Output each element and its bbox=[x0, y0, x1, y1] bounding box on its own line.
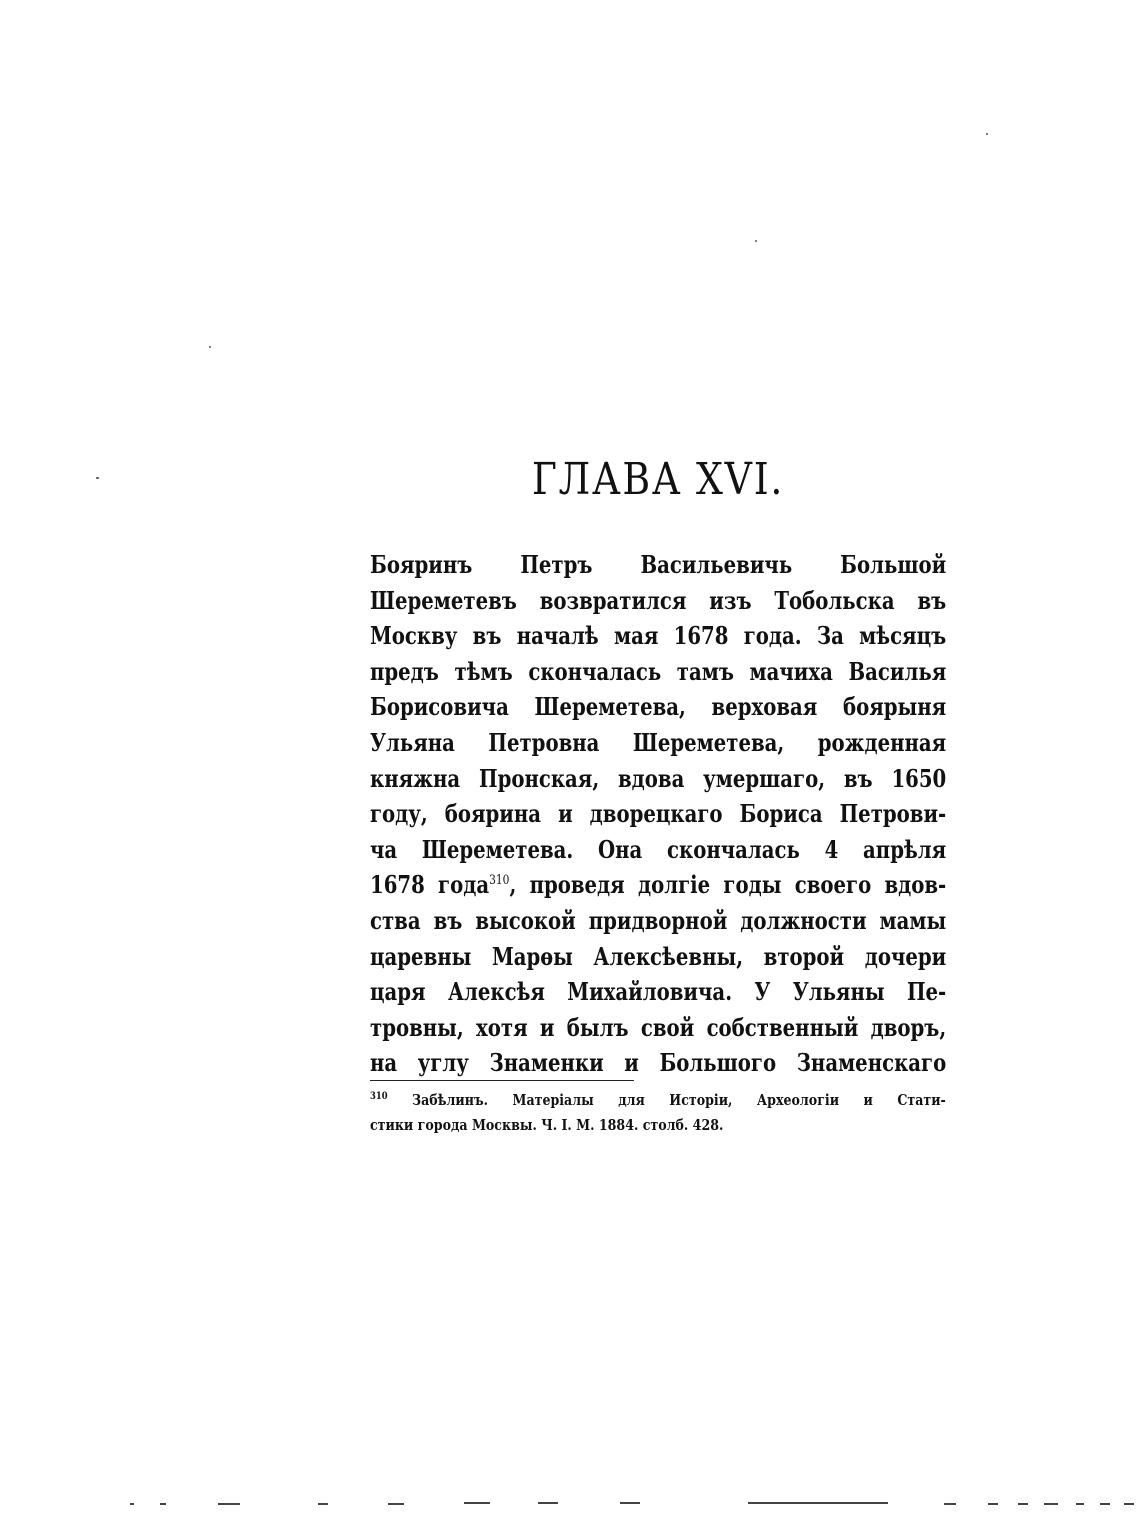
body-line bbox=[370, 974, 946, 1010]
scan-edge-mark bbox=[464, 1502, 490, 1504]
body-line bbox=[370, 725, 946, 761]
body-line-text: ча Шереметева. Она скончалась 4 апрѣля bbox=[370, 834, 947, 864]
scan-edge-mark bbox=[318, 1503, 328, 1505]
footnote-line-text: стики города Москвы. Ч. I. М. 1884. столб. 428. bbox=[370, 1116, 724, 1134]
scan-edge-mark bbox=[538, 1502, 558, 1504]
scan-speck bbox=[986, 133, 988, 135]
body-line bbox=[370, 1045, 946, 1081]
body-line bbox=[370, 689, 946, 725]
footnote-line bbox=[370, 1113, 946, 1138]
body-line-text: царевны Марѳы Алексѣевны, второй дочери bbox=[370, 941, 947, 971]
body-line bbox=[370, 654, 946, 690]
body-line-text: царя Алексѣя Михайловича. У Ульяны Пе- bbox=[370, 977, 947, 1007]
scan-edge-mark bbox=[160, 1503, 166, 1505]
body-line-text: Борисовича Шереметева, верховая боярыня bbox=[370, 692, 947, 722]
body-line-text bbox=[370, 867, 946, 903]
scan-speck bbox=[209, 346, 211, 348]
scan-edge-mark bbox=[620, 1502, 640, 1504]
scan-edge-mark bbox=[1076, 1503, 1084, 1505]
scan-edge-mark bbox=[1044, 1503, 1058, 1505]
footnote-line bbox=[370, 1088, 946, 1113]
scan-edge-mark bbox=[130, 1503, 134, 1505]
body-line bbox=[370, 547, 946, 583]
body-line-text: Москву въ началѣ мая 1678 года. За мѣсяцъ bbox=[370, 621, 947, 651]
footnote bbox=[370, 1088, 946, 1138]
scan-speck bbox=[755, 240, 757, 242]
scan-edge-mark bbox=[1124, 1503, 1134, 1505]
body-line-text: княжна Пронская, вдова умершаго, въ 1650 bbox=[370, 763, 947, 793]
footnote-number: 310 bbox=[370, 1091, 388, 1102]
body-line-text: ства въ высокой придворной должности мамы bbox=[370, 905, 947, 935]
body-line-text: предъ тѣмъ скончалась тамъ мачиха Василья bbox=[370, 656, 947, 686]
line-text-after-ref: , проведя долгіе годы своего вдов- bbox=[509, 870, 947, 900]
chapter-title: ГЛАВА XVI. bbox=[531, 454, 785, 505]
body-line bbox=[370, 832, 946, 868]
body-line-with-footnote-ref bbox=[370, 867, 946, 903]
body-line bbox=[370, 1010, 946, 1046]
body-line-text: году, боярина и дворецкаго Бориса Петрови- bbox=[370, 799, 947, 829]
scan-edge-mark bbox=[1018, 1503, 1028, 1505]
body-line bbox=[370, 903, 946, 939]
body-line bbox=[370, 939, 946, 975]
scan-speck bbox=[96, 477, 99, 479]
body-line-text: Шереметевъ возвратился изъ Тобольска въ bbox=[370, 585, 947, 615]
footnote-text-1: Забѣлинъ. Матеріалы для Исторіи, Археологіи и Стати- bbox=[387, 1091, 946, 1109]
footnote-line-text bbox=[370, 1088, 946, 1113]
body-line-text: Бояринъ Петръ Васильевичь Большой bbox=[370, 550, 947, 579]
body-line bbox=[370, 583, 946, 619]
scan-edge-mark bbox=[944, 1503, 956, 1505]
footnote-divider bbox=[370, 1080, 634, 1081]
scan-edge-mark bbox=[1100, 1503, 1110, 1505]
scan-edge-mark bbox=[748, 1502, 888, 1504]
scan-edge-mark bbox=[388, 1503, 404, 1505]
body-line-text: тровны, хотя и былъ свой собственный дворъ, bbox=[370, 1012, 947, 1042]
body-line bbox=[370, 796, 946, 832]
footnote-reference[interactable]: 310 bbox=[489, 873, 510, 889]
line-text-before-ref: 1678 года bbox=[370, 870, 490, 900]
body-line-text: Ульяна Петровна Шереметева, рожденная bbox=[370, 727, 947, 757]
scan-edge-mark bbox=[988, 1503, 998, 1505]
body-line bbox=[370, 761, 946, 797]
body-line bbox=[370, 618, 946, 654]
body-text bbox=[370, 547, 946, 1081]
body-line-text: на углу Знаменки и Большого Знаменскаго bbox=[370, 1048, 947, 1078]
scan-edge-mark bbox=[218, 1503, 240, 1505]
